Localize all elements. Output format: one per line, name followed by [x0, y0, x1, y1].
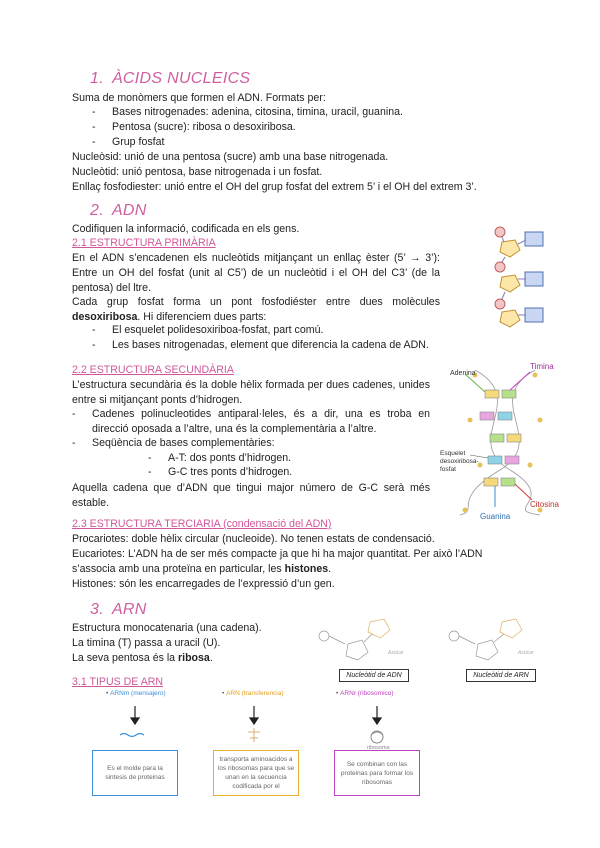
caption-rna-nucleotide: Nucleòtid de ARN	[466, 669, 536, 682]
label-adenina: Adenina	[450, 370, 476, 377]
terciaria-eucariotes: Eucariotes: L’ADN ha de ser més compacte ja que hi ha major quantitat. Per això l’ADN	[72, 548, 483, 560]
dna-nucleotide-figure	[310, 614, 430, 672]
arnm-label: • ARNm (mensajero)	[106, 690, 166, 697]
terciaria-procariotes: Procariotes: doble hèlix circular (nucleoide). No tenen estats de condensació.	[72, 533, 435, 545]
arnr-label: • ARNr (ribosomico)	[336, 690, 394, 697]
secundaria-subbullet: - A-T: dos ponts d’hidrogen.	[148, 452, 292, 464]
svg-text:Azúcar: Azúcar	[518, 650, 534, 656]
primaria-bullet: - El esquelet polidesoxiriboa-fosfat, part comú.	[92, 324, 324, 336]
label-guanina: Guanina	[480, 512, 511, 521]
arnt-description-box: transporta aminoacidos a los ribosomas para que se unan en la secuencia codificada por el	[213, 750, 299, 796]
section1-number: 1.	[90, 70, 104, 87]
svg-text:Azúcar: Azúcar	[388, 650, 404, 656]
label-citosina: Citosina	[530, 500, 559, 509]
rna-nucleotide-figure	[440, 614, 560, 672]
primaria-paragraph: En el ADN s’encadenen els nucleòtids mitjançant un enllaç èster (5’ → 3’): Entre un OH del fosfat (unit al C5’) de un nucleòtid i el OH del C3’ (de la pentosa) del ltre.	[72, 252, 440, 294]
arn-arrows-figure	[0, 700, 600, 750]
ribosome-label: ribosoma	[367, 745, 390, 751]
section1-intro: Suma de monòmers que formen el ADN. Formats per:	[72, 92, 326, 104]
secundaria-paragraph-2: Aquella cadena que d’ADN que tingui major número de G-C serà més estable.	[72, 482, 430, 509]
label-timina: Timina	[530, 362, 554, 371]
section1-bullet: - Pentosa (sucre): ribosa o desoxiribosa.	[92, 121, 296, 133]
secundaria-heading: 2.2 ESTRUCTURA SECUNDÀRIA	[72, 364, 234, 376]
section2-number: 2.	[90, 202, 104, 219]
enllac-definition: Enllaç fosfodiester: unió entre el OH del grup fosfat del extrem 5’ i el OH del extrem 3’.	[72, 181, 477, 193]
terciaria-histones-def: Histones: són les encarregades de l’expressió d’un gen.	[72, 578, 335, 590]
section1-heading	[90, 70, 250, 88]
section3-title: ARN	[111, 601, 147, 618]
label-esquelet: Esquelet desoxiribosa-fosfat	[440, 450, 479, 473]
section2-intro: Codifiquen la informació, codificada en els gens.	[72, 223, 300, 235]
nucleotid-definition: Nucleòtid: unió pentosa, base nitrogenada i un fosfat.	[72, 166, 323, 178]
section3-line-3: La seva pentosa és la ribosa.	[72, 652, 213, 664]
secundaria-subbullet: - G-C tres ponts d’hidrogen.	[148, 466, 293, 478]
terciaria-heading: 2.3 ESTRUCTURA TERCIARIA (condensació del ADN)	[72, 518, 332, 530]
section1-bullet: - Bases nitrogenades: adenina, citosina, timina, uracil, guanina.	[92, 106, 403, 118]
section3-line-1: Estructura monocatenaria (una cadena).	[72, 622, 262, 634]
arnm-description-box: Es el molde para la sintesis de proteinas	[92, 750, 178, 796]
section3-number: 3.	[90, 601, 104, 618]
primaria-heading: 2.1 ESTRUCTURA PRIMÀRIA	[72, 237, 216, 249]
section1-title: ÀCIDS NUCLEICS	[111, 70, 251, 87]
arnr-description-box: Se combinan con las proteinas para formar los ribosomas	[334, 750, 420, 796]
secundaria-bullet: - Seqüència de bases complementàries:	[72, 437, 275, 449]
section1-bullet: - Grup fosfat	[92, 136, 165, 148]
caption-dna-nucleotide: Nucleòtid de ADN	[339, 669, 409, 682]
nucleosid-definition: Nucleòsid: unió de una pentosa (sucre) amb una base nitrogenada.	[72, 151, 389, 163]
dna-backbone-figure	[480, 212, 560, 332]
tipus-heading: 3.1 TIPUS DE ARN	[72, 676, 164, 688]
primaria-paragraph-2: Cada grup fosfat forma un pont fosfodiéster entre dues molècules desoxiribosa. Hi diferenciem dues parts:	[72, 296, 440, 323]
section3-heading	[90, 601, 147, 619]
double-helix-figure	[440, 360, 570, 520]
terciaria-histones-line: s’associa amb una proteïna en particular, les histones.	[72, 563, 332, 575]
section3-line-2: La timina (T) passa a uracil (U).	[72, 637, 221, 649]
primaria-bullet: - Les bases nitrogenadas, element que diferencia la cadena de ADN.	[92, 339, 429, 351]
secundaria-bullet: - Cadenes polinucleotides antiparal·leles, és a dir, una es troba en direcció oposada a l’altre, una és la complementària a l’altre.	[72, 408, 430, 435]
section2-title: ADN	[111, 202, 147, 219]
section2-heading	[90, 202, 147, 220]
secundaria-paragraph: L’estructura secundària és la doble hèlix formada per dues cadenes, unides entre si mitjançant ponts d’hidrogen.	[72, 379, 430, 406]
arnt-label: • ARN (transferencia)	[222, 690, 284, 697]
